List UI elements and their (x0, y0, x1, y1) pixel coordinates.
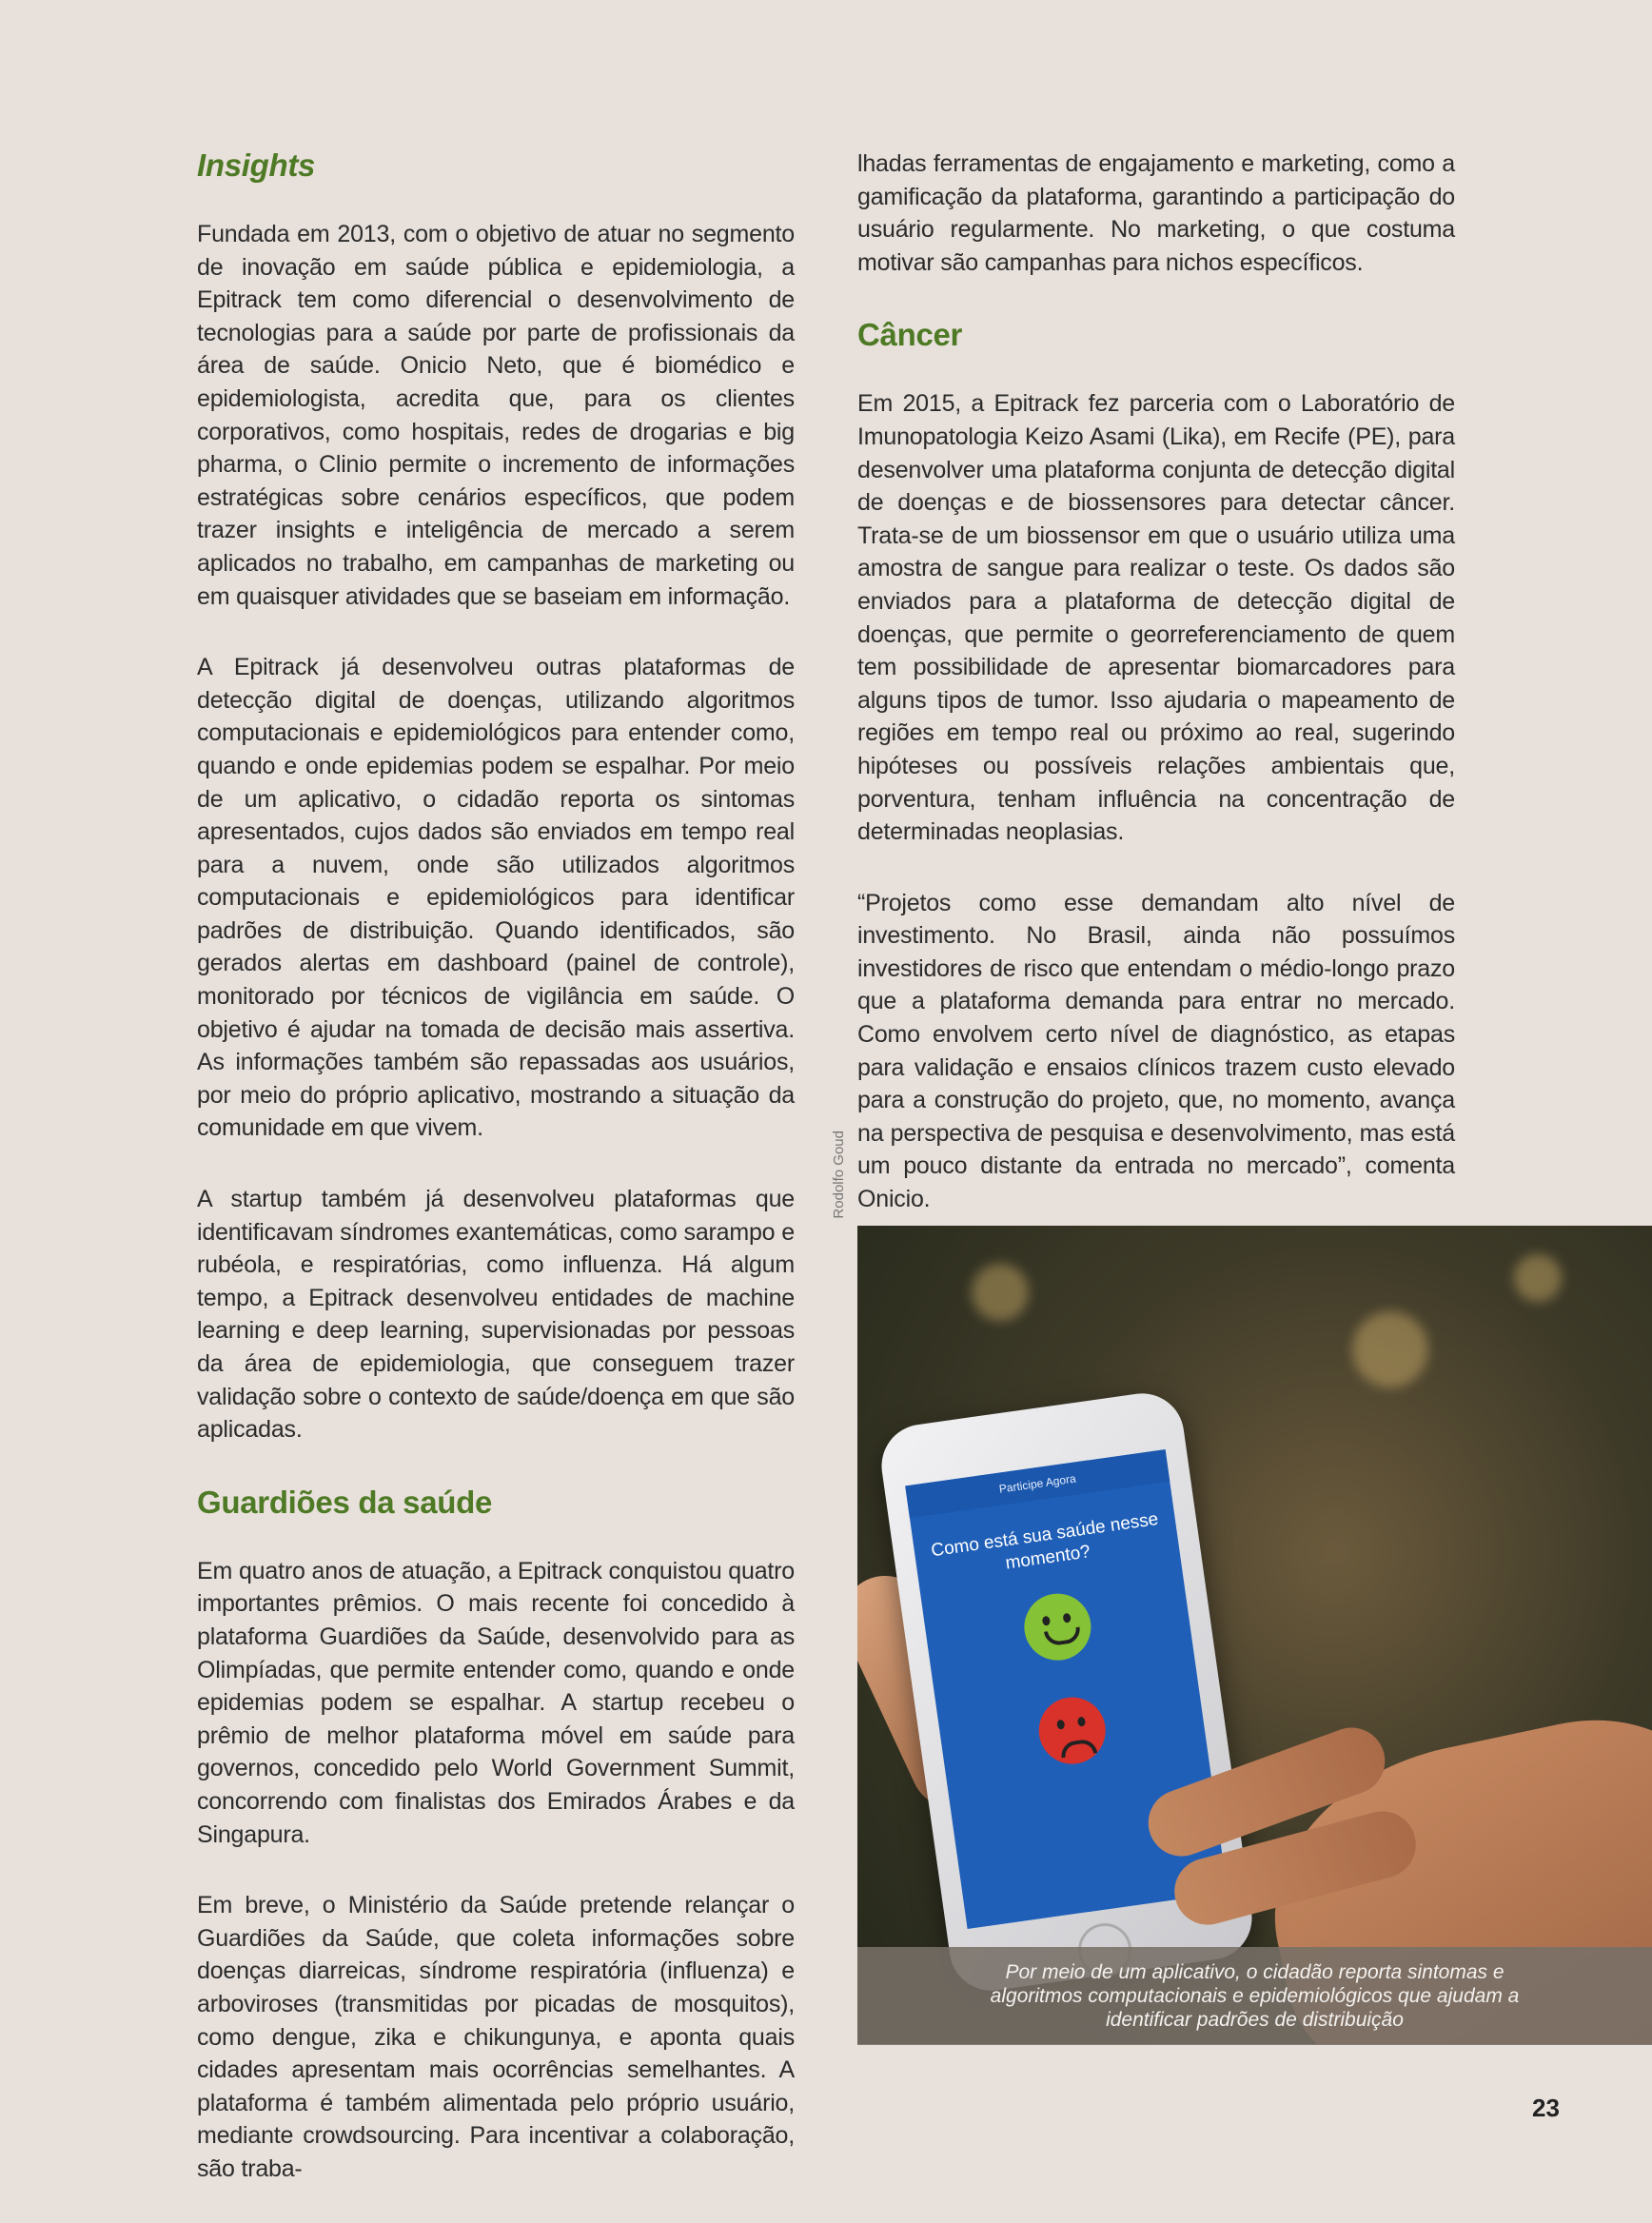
paragraph: Em quatro anos de atuação, a Epitrack conquistou quatro importantes prêmios. O mais recente foi concedido à plataforma Guardiões da Saúde, desenvolvido para as Olimpíadas, que permite entender como, quando e onde epidemias podem se espalhar. A startup recebeu o prêmio de melhor plataforma móvel em saúde para governos, concedido pelo World Government Summit, concorrendo com finalistas dos Emirados Árabes e da Singapura. (197, 1557, 795, 1848)
paragraph: lhadas ferramentas de engajamento e marketing, como a gamificação da plataforma, garantindo a participação do usuário regularmente. No marketing, o que costuma motivar são campanhas para nichos específicos. (857, 150, 1455, 276)
paragraph: A startup também já desenvolveu plataformas que identificavam síndromes exantemáticas, como sarampo e rubéola, e respiratórias, como influenza. Há algum tempo, a Epitrack desenvolveu entidades de machine learning e deep learning, supervisionadas por pessoas da área de epidemiologia, que conseguem trazer validação sobre o contexto de saúde/doença em que são aplicadas. (197, 1186, 795, 1444)
paragraph: Em breve, o Ministério da Saúde pretende relançar o Guardiões da Saúde, que coleta informações sobre doenças diarreicas, síndrome respiratória (influenza) e arboviroses (transmitidas por picadas de mosquitos), como dengue, zika e chikungunya, e aponta quais cidades apresentam mais ocorrências semelhantes. A plataforma é também alimentada pelo próprio usuário, mediante crowdsourcing. Para incentivar a colaboração, são traba- (197, 1892, 795, 2182)
happy-face-icon (1020, 1589, 1095, 1664)
caption-text: Por meio de um aplicativo, o cidadão reporta sintomas e algoritmos computacionais e epidemiológicos que ajudam a identificar padrões de distribuição (990, 1961, 1520, 2031)
left-column (197, 148, 795, 2223)
page-number: 23 (1532, 2094, 1560, 2122)
paragraph: Fundada em 2013, com o objetivo de atuar no segmento de inovação em saúde pública e epidemiologia, a Epitrack tem como diferencial o desenvolvimento de tecnologias para a saúde por parte de profissionais da área de saúde. Onicio Neto, que é biomédico e epidemiologista, acredita que, para os clientes corporativos, como hospitais, redes de drogarias e big pharma, o Clinio permite o incremento de informações estratégicas sobre cenários específicos, que podem trazer insights e inteligência de mercado a serem aplicados no trabalho, em campanhas de marketing ou em quaisquer atividades que se baseiam em informação. (197, 221, 795, 610)
right-column (857, 148, 1455, 1254)
heading-cancer: Câncer (857, 317, 963, 353)
app-header: Participe Agora (905, 1449, 1170, 1518)
heading-insights: Insights (197, 148, 316, 183)
sad-face-icon (1034, 1693, 1110, 1768)
photo-credit: Rodolfo Goud (831, 1131, 847, 1219)
bokeh-light (972, 1264, 1029, 1321)
phone-screen (905, 1449, 1228, 1929)
article-photo (857, 1226, 1652, 2044)
app-question: Como está sua saúde nesse momento? (930, 1508, 1160, 1574)
bokeh-light (1352, 1311, 1428, 1387)
photo-caption (857, 1947, 1652, 2045)
paragraph: A Epitrack já desenvolveu outras plataformas de detecção digital de doenças, utilizando algoritmos computacionais e epidemiológicos para entender como, quando e onde epidemias podem se espalhar. Por meio de um aplicativo, o cidadão reporta os sintomas apresentados, cujos dados são enviados em tempo real para a nuvem, onde são utilizados algoritmos computacionais e epidemiológicos para identificar padrões de distribuição. Quando identificados, são gerados alertas em dashboard (painel de controle), monitorado por técnicos de vigilância em saúde. O objetivo é ajudar na tomada de decisão mais assertiva. As informações também são repassadas aos usuários, por meio do próprio aplicativo, mostrando a situação da comunidade em que vivem. (197, 654, 795, 1142)
paragraph: Em 2015, a Epitrack fez parceria com o Laboratório de Imunopatologia Keizo Asami (Lika), em Recife (PE), para desenvolver uma plataforma conjunta de detecção digital de doenças e de biossensores para detectar câncer. Trata-se de um biossensor em que o usuário utiliza uma amostra de sangue para realizar o teste. Os dados são enviados para a plataforma de detecção digital de doenças, que permite o georreferenciamento de quem tem possibilidade de apresentar biomarcadores para alguns tipos de tumor. Isso ajudaria o mapeamento de regiões em tempo real ou próximo ao real, sugerindo hipóteses ou possíveis relações ambientais que, porventura, tenham influência na concentração de determinadas neoplasias. (857, 390, 1455, 846)
bokeh-light (1514, 1254, 1562, 1302)
heading-guardioes: Guardiões da saúde (197, 1484, 493, 1520)
paragraph: “Projetos como esse demandam alto nível de investimento. No Brasil, ainda não possuímos investidores de risco que entendam o médio-longo prazo que a plataforma demanda para entrar no mercado. Como envolvem certo nível de diagnóstico, as etapas para validação e ensaios clínicos trazem custo elevado para a construção do projeto, que, no momento, avança na perspectiva de pesquisa e desenvolvimento, mas está um pouco distante da entrada no mercado”, comenta Onicio. (857, 889, 1455, 1213)
